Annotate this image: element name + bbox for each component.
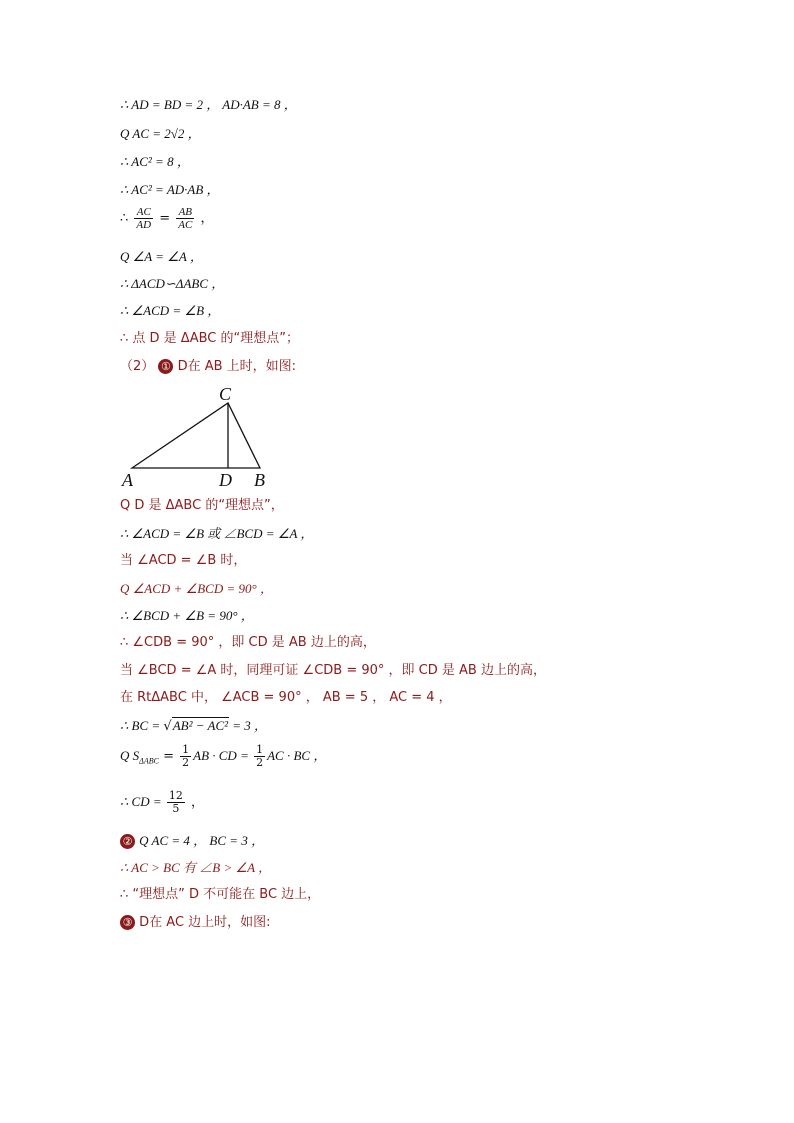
line-text: Q ∠ACD + ∠BCD = 90° ， bbox=[120, 581, 273, 596]
proof-line-21 bbox=[120, 790, 204, 815]
proof-line-2 bbox=[120, 125, 201, 144]
proof-line-18 bbox=[120, 689, 452, 707]
line-tail: ， bbox=[191, 795, 205, 810]
fraction-denominator: AD bbox=[136, 219, 152, 231]
fraction-numerator: 12 bbox=[168, 789, 183, 802]
vertex-label-c: C bbox=[219, 384, 232, 404]
fraction bbox=[176, 206, 194, 231]
line-text: Q D 是 ΔABC 的“理想点”， bbox=[120, 498, 284, 513]
fraction-denominator: 5 bbox=[172, 802, 180, 815]
line-text: ∴ 点 D 是 ΔABC 的“理想点”； bbox=[120, 331, 299, 346]
proof-line-22 bbox=[120, 832, 264, 851]
subscript: ΔABC bbox=[139, 756, 159, 766]
proof-line-19 bbox=[120, 717, 267, 736]
fraction bbox=[134, 206, 153, 231]
proof-line-17 bbox=[120, 662, 546, 680]
line-text: D在 AB 上时，如图: bbox=[177, 359, 297, 374]
triangle-diagram bbox=[118, 383, 278, 491]
line-text: ∴ ∠CDB = 90° ，即 CD 是 AB 边上的高， bbox=[120, 635, 376, 650]
proof-line-10 bbox=[120, 358, 296, 376]
fraction bbox=[254, 744, 265, 769]
proof-line-20 bbox=[120, 744, 326, 771]
line-tail: = 3 ， bbox=[229, 718, 268, 733]
line-text: ∴ ∠BCD + ∠B = 90° ， bbox=[120, 608, 254, 623]
line-text: ∴ AC² = 8 ， bbox=[120, 154, 190, 169]
fraction bbox=[180, 744, 191, 769]
fraction-numerator: 1 bbox=[256, 743, 264, 756]
proof-line-16 bbox=[120, 634, 376, 652]
fraction bbox=[167, 790, 185, 815]
line-text: Q ∠A = ∠A ， bbox=[120, 249, 203, 264]
triangle-abc bbox=[132, 403, 260, 468]
circled-number-1: ① bbox=[158, 359, 173, 374]
proof-line-11 bbox=[120, 497, 284, 515]
proof-line-6 bbox=[120, 248, 203, 267]
vertex-label-b: B bbox=[254, 470, 265, 490]
proof-line-5 bbox=[120, 206, 214, 231]
proof-line-3 bbox=[120, 153, 190, 172]
fraction-numerator: AC bbox=[134, 206, 153, 219]
line-text: 当 ∠ACD = ∠B 时， bbox=[120, 553, 247, 568]
proof-line-1 bbox=[120, 96, 297, 115]
circled-number-3: ③ bbox=[120, 915, 135, 930]
point-label-d: D bbox=[219, 470, 232, 490]
line-text: D在 AC 边上时，如图: bbox=[139, 915, 271, 930]
proof-line-23 bbox=[120, 859, 271, 878]
line-text: ∴ AC > BC 有 ∠B > ∠A ， bbox=[120, 860, 272, 875]
line-text: ∴ AC² = AD·AB ， bbox=[120, 182, 220, 197]
proof-line-9 bbox=[120, 330, 299, 348]
line-text: ∴ “理想点” D 不可能在 BC 边上， bbox=[120, 887, 321, 902]
vertex-label-a: A bbox=[122, 470, 133, 490]
line-text: 当 ∠BCD = ∠A 时，同理可证 ∠CDB = 90° ，即 CD 是 AB 边上的高， bbox=[120, 663, 546, 678]
radicand: AB² − AC² bbox=[172, 718, 229, 733]
line-text: ∴ AD = BD = 2 ， AD·AB = 8 ， bbox=[120, 97, 297, 112]
line-lead: Q S bbox=[120, 748, 140, 763]
line-tail: AC · BC ， bbox=[267, 748, 327, 763]
part-label: （2） bbox=[120, 359, 155, 374]
fraction-numerator: AB bbox=[176, 206, 194, 219]
line-lead: ∴ bbox=[120, 211, 129, 226]
line-text: 在 RtΔABC 中， ∠ACB = 90° ， AB = 5 ， AC = 4 ， bbox=[120, 690, 452, 705]
proof-line-14 bbox=[120, 580, 273, 599]
line-lead: ∴ CD = bbox=[120, 794, 165, 809]
line-lead: ∴ BC = bbox=[120, 718, 164, 733]
line-text: Q AC = 2√2 ， bbox=[120, 126, 201, 141]
proof-line-24 bbox=[120, 886, 320, 904]
proof-line-12 bbox=[120, 525, 313, 544]
line-tail: ， bbox=[200, 211, 214, 226]
proof-line-25 bbox=[120, 914, 271, 932]
fraction-denominator: 2 bbox=[256, 756, 264, 769]
line-text: ∴ ΔACD∽ΔABC ， bbox=[120, 276, 225, 291]
radical-sign: √ bbox=[163, 719, 172, 734]
equals-sign: = bbox=[158, 749, 179, 764]
line-text: ∴ ∠ACD = ∠B 或 ∠BCD = ∠A ， bbox=[120, 526, 314, 541]
proof-line-4 bbox=[120, 181, 220, 200]
fraction-numerator: 1 bbox=[182, 743, 190, 756]
proof-line-15 bbox=[120, 607, 254, 626]
proof-line-13 bbox=[120, 552, 246, 570]
proof-line-7 bbox=[120, 275, 224, 294]
proof-line-8 bbox=[120, 302, 220, 321]
line-mid: AB · CD = bbox=[193, 748, 253, 763]
line-text: ∴ ∠ACD = ∠B ， bbox=[120, 303, 221, 318]
fraction-denominator: AC bbox=[178, 219, 193, 231]
fraction-denominator: 2 bbox=[182, 756, 190, 769]
circled-number-2: ② bbox=[120, 834, 135, 849]
equals-sign: = bbox=[159, 211, 171, 226]
line-text: Q AC = 4 ， BC = 3 ， bbox=[139, 833, 265, 848]
